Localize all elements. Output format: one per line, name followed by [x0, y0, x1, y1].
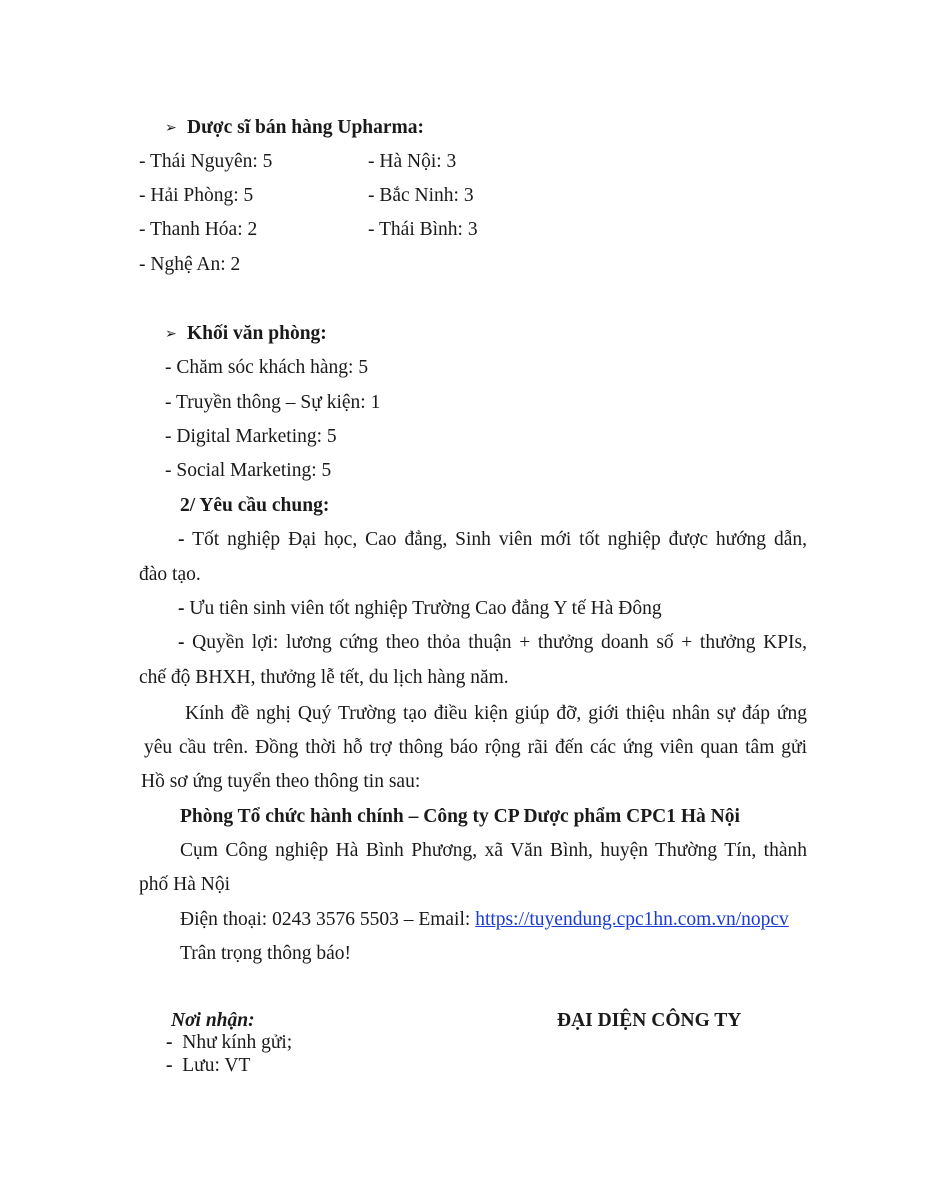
- dash-bullet: -: [178, 598, 185, 619]
- arrow-bullet-icon: ➢: [165, 326, 177, 342]
- office-item: - Digital Marketing: 5: [165, 426, 337, 447]
- requirement-1-text: Tốt nghiệp Đại học, Cao đẳng, Sinh viên mới tốt nghiệp được hướng dẫn,: [192, 529, 807, 550]
- request-line-2: [144, 736, 807, 760]
- contact-address-text: Cụm Công nghiệp Hà Bình Phương, xã Văn Bình, huyện Thường Tín, thành: [180, 840, 807, 861]
- requirement-2-text: Ưu tiên sinh viên tốt nghiệp Trường Cao đẳng Y tế Hà Đông: [189, 598, 662, 619]
- recipient-text: Lưu: VT: [182, 1055, 251, 1076]
- office-item: - Chăm sóc khách hàng: 5: [165, 357, 369, 378]
- request-text-1: Kính đề nghị Quý Trường tạo điều kiện giúp đỡ, giới thiệu nhân sự đáp ứng: [185, 703, 807, 724]
- request-line-3: Hồ sơ ứng tuyển theo thông tin sau:: [141, 771, 421, 792]
- upharma-item: - Hải Phòng: 5: [139, 185, 254, 206]
- requirement-3-line-2: chế độ BHXH, thưởng lễ tết, du lịch hàng năm.: [139, 667, 509, 688]
- dash-bullet: -: [178, 529, 185, 550]
- recipient-item: [166, 1031, 292, 1055]
- upharma-heading: Dược sĩ bán hàng Upharma:: [187, 117, 425, 138]
- request-line-1: [185, 702, 807, 726]
- dash-bullet: -: [166, 1032, 173, 1053]
- upharma-item: - Nghệ An: 2: [139, 254, 241, 275]
- requirement-2-line: [178, 597, 662, 621]
- recipients-label: Nơi nhận:: [171, 1010, 255, 1031]
- recruitment-link[interactable]: https://tuyendung.cpc1hn.com.vn/nopcv: [475, 909, 789, 930]
- office-heading-line: [165, 322, 327, 346]
- contact-address-line-1: [180, 839, 807, 863]
- office-item: - Social Marketing: 5: [165, 460, 332, 481]
- contact-address-line-2: phố Hà Nội: [139, 874, 230, 895]
- dash-bullet: -: [166, 1055, 173, 1076]
- office-heading: Khối văn phòng:: [187, 323, 327, 344]
- arrow-bullet-icon: ➢: [165, 120, 177, 136]
- upharma-item: - Thanh Hóa: 2: [139, 219, 258, 240]
- dash-bullet: -: [178, 632, 185, 653]
- contact-phone-email-line: [180, 908, 789, 932]
- upharma-item: - Hà Nội: 3: [368, 151, 457, 172]
- office-item: - Truyền thông – Sự kiện: 1: [165, 392, 381, 413]
- requirements-heading: 2/ Yêu cầu chung:: [180, 495, 330, 516]
- requirement-1-line-1: [178, 528, 807, 552]
- upharma-heading-line: [165, 116, 424, 140]
- contact-department: Phòng Tổ chức hành chính – Công ty CP Dược phẩm CPC1 Hà Nội: [180, 806, 740, 827]
- request-text-2: yêu cầu trên. Đồng thời hỗ trợ thông báo rộng rãi đến các ứng viên quan tâm gửi: [144, 737, 807, 758]
- upharma-item: - Thái Nguyên: 5: [139, 151, 273, 172]
- upharma-item: - Bắc Ninh: 3: [368, 185, 474, 206]
- requirement-1-line-2: đào tạo.: [139, 564, 201, 585]
- signature-title: ĐẠI DIỆN CÔNG TY: [557, 1010, 742, 1031]
- recipient-item: [166, 1054, 250, 1078]
- requirement-3-text: Quyền lợi: lương cứng theo thỏa thuận + thưởng doanh số + thưởng KPIs,: [192, 632, 807, 653]
- closing-text: Trân trọng thông báo!: [180, 943, 351, 964]
- requirement-3-line-1: [178, 631, 807, 655]
- recipient-text: Như kính gửi;: [182, 1032, 293, 1053]
- upharma-item: - Thái Bình: 3: [368, 219, 478, 240]
- contact-phone-email-label: Điện thoại: 0243 3576 5503 – Email:: [180, 909, 476, 930]
